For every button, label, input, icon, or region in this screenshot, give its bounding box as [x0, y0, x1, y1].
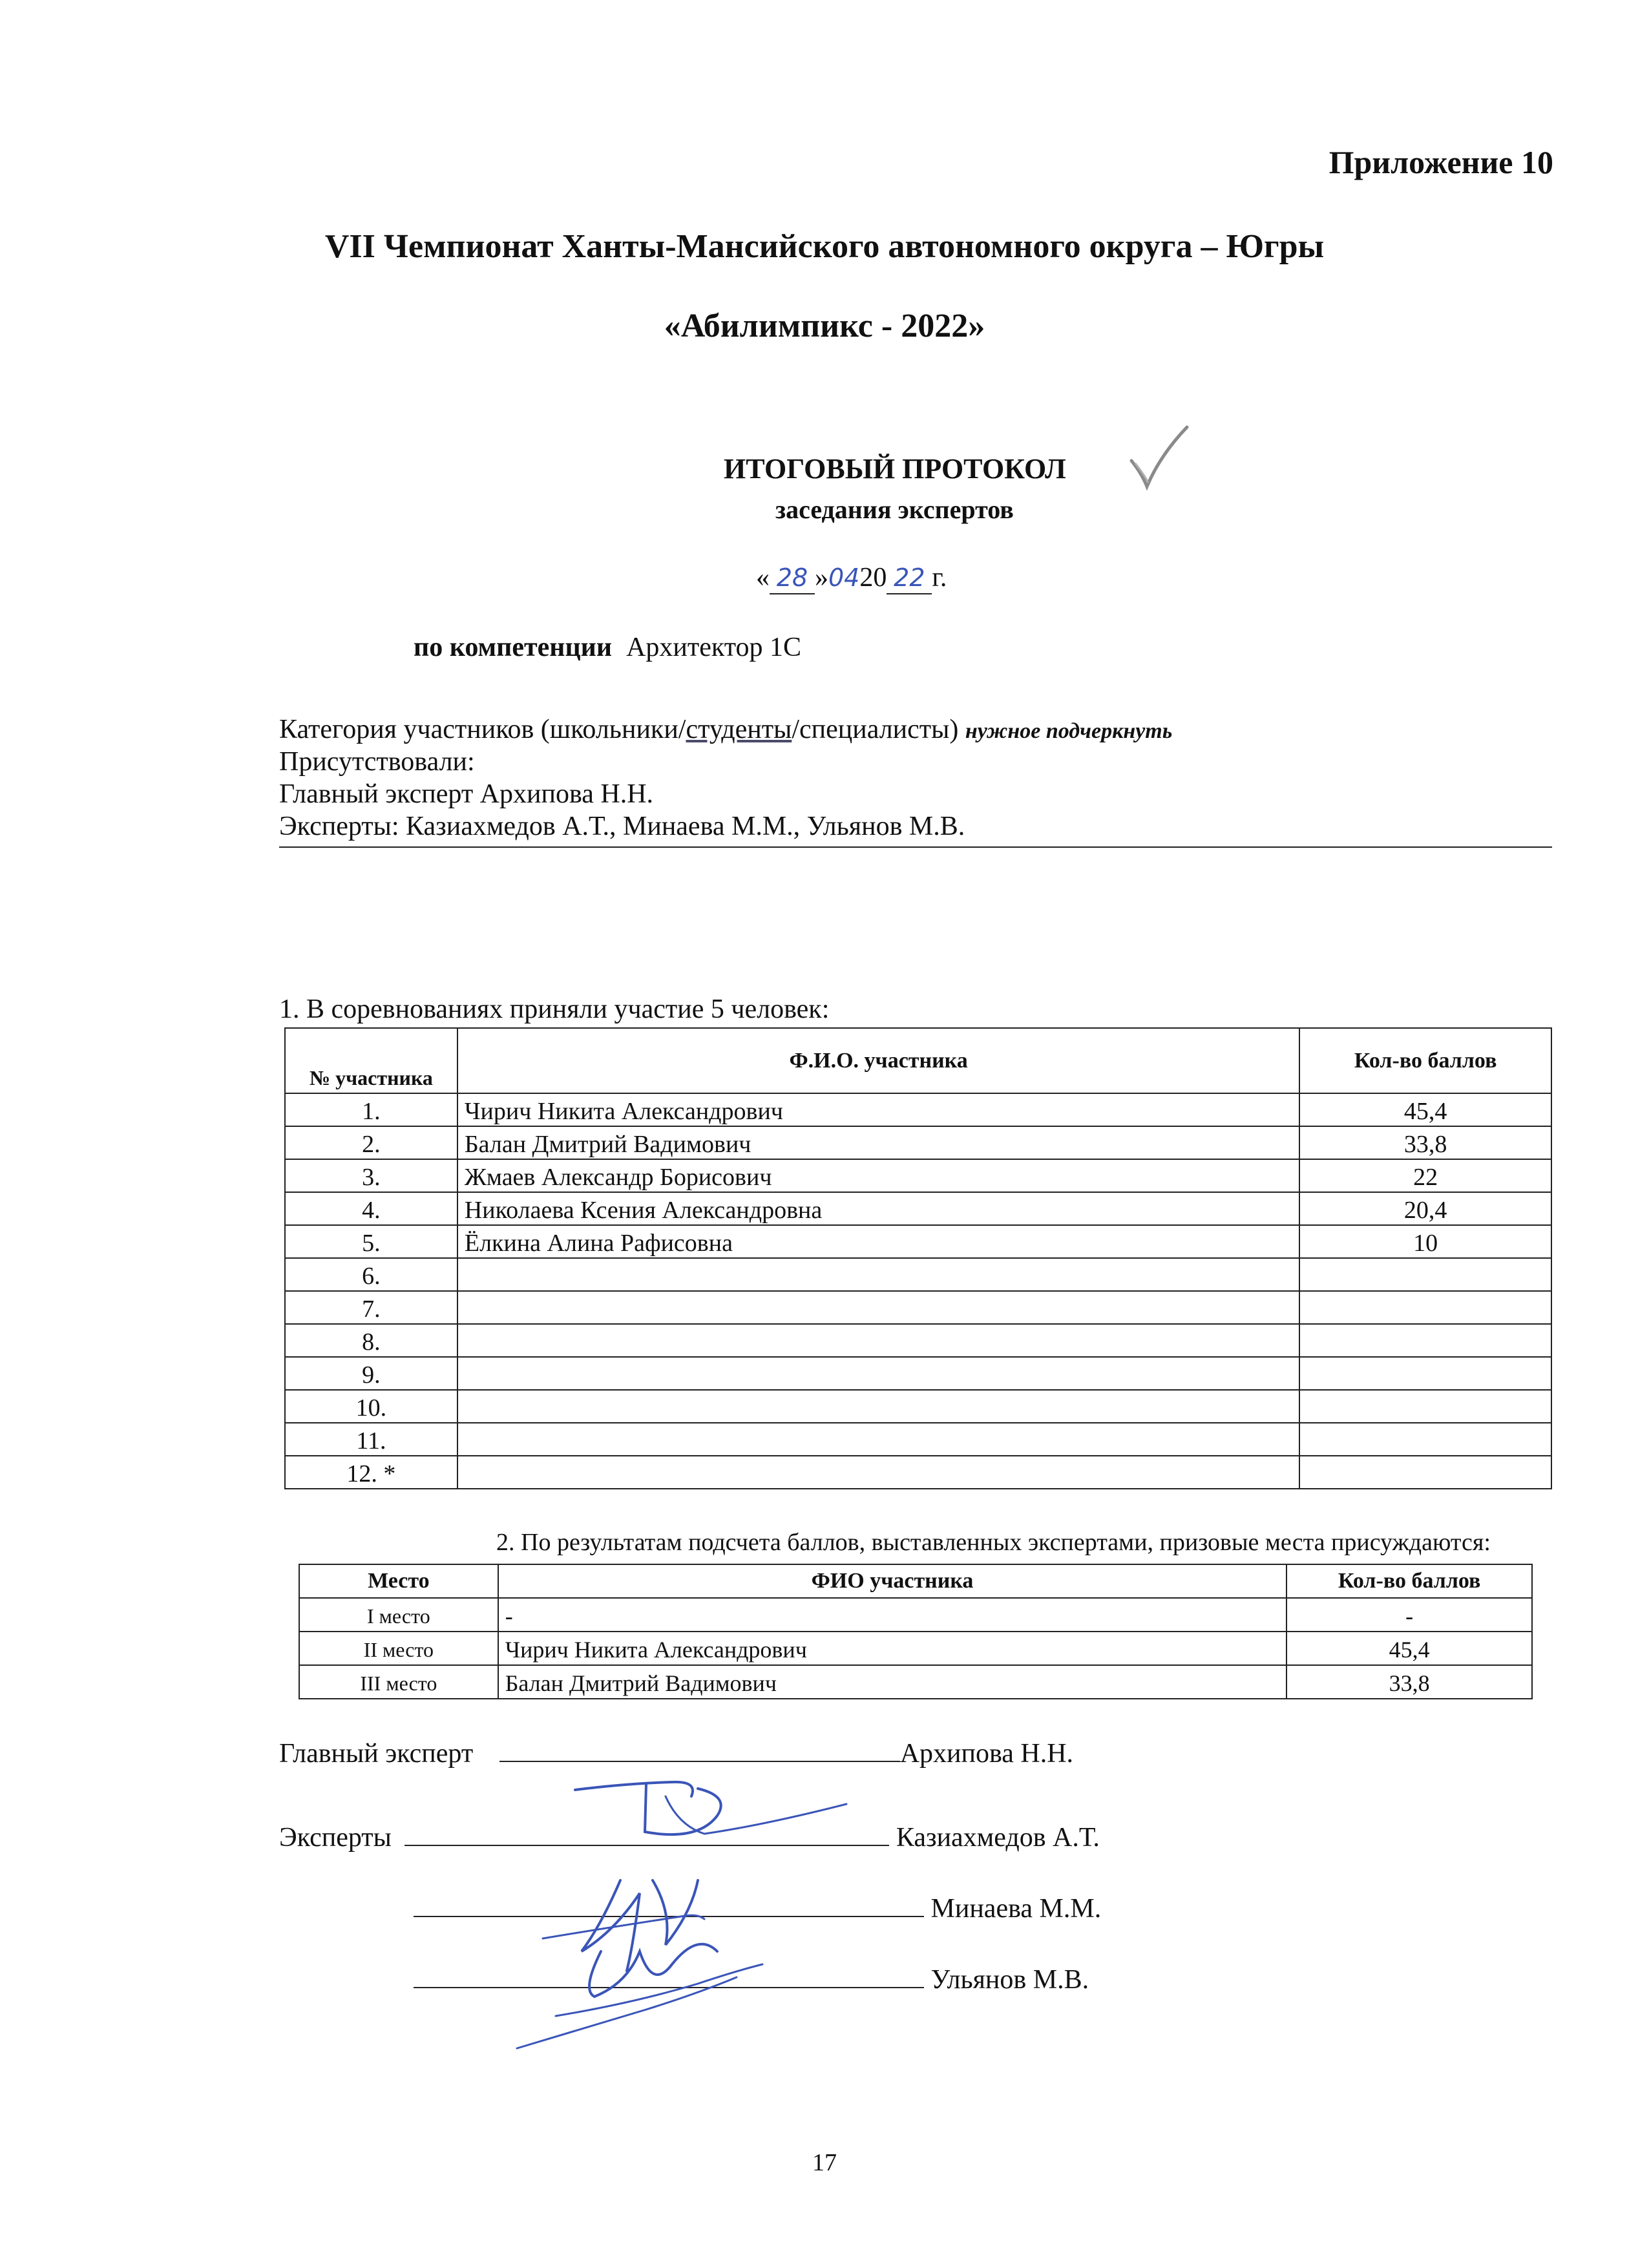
chief-signature-label: Главный эксперт: [279, 1739, 474, 1769]
table-row: [285, 1324, 1551, 1357]
category-note: нужное подчеркнуть: [965, 719, 1173, 743]
winner-place: II место: [299, 1632, 498, 1665]
participant-number: 6.: [285, 1258, 457, 1291]
table-row: [285, 1258, 1551, 1291]
column-header-place: Место: [299, 1564, 498, 1598]
participant-name: Ёлкина Алина Рафисовна: [457, 1225, 1300, 1258]
winners-table: [299, 1564, 1533, 1699]
participant-score: 33,8: [1299, 1126, 1551, 1159]
participant-number: 5.: [285, 1225, 457, 1258]
competency-line: [414, 632, 801, 663]
section1-heading: 1. В соревнованиях приняли участие 5 человек:: [279, 994, 830, 1024]
protocol-subtitle: заседания экспертов: [775, 495, 1014, 524]
expert1-handwritten-signature: [569, 1770, 853, 1867]
participant-number: 4.: [285, 1192, 457, 1225]
page-number: 17: [812, 2149, 837, 2176]
participant-number: 12. *: [285, 1456, 457, 1489]
participant-name: Жмаев Александр Борисович: [457, 1159, 1300, 1192]
participant-score: 45,4: [1299, 1093, 1551, 1126]
winners-table-body: [299, 1598, 1532, 1699]
competency-value: Архитектор 1С: [626, 633, 802, 662]
participant-name: [457, 1324, 1300, 1357]
chief-signature-line: [499, 1735, 900, 1762]
column-header-number: № участника: [285, 1028, 457, 1093]
experts-line: Эксперты: Казиахмедов А.Т., Минаева М.М., Ульянов М.В.: [279, 812, 965, 841]
participant-number: 1.: [285, 1093, 457, 1126]
date-year-suffix: 22: [894, 563, 925, 592]
table-row: [285, 1291, 1551, 1324]
category-selected: студенты: [686, 715, 792, 744]
date-open-quote: «: [756, 563, 770, 593]
protocol-title: [724, 452, 1066, 485]
winner-place: III место: [299, 1665, 498, 1699]
expert3-signature-name: Ульянов М.В.: [930, 1965, 1089, 1995]
table-row: [285, 1423, 1551, 1456]
participant-score: [1299, 1390, 1551, 1423]
table-row: [285, 1390, 1551, 1423]
table-row: [285, 1126, 1551, 1159]
date-year-prefix: 20: [859, 563, 887, 593]
table-row: [299, 1632, 1532, 1665]
experts-handwritten-signature: [504, 1854, 775, 2055]
category-text-after: /специалисты): [792, 715, 959, 744]
winner-name: Балан Дмитрий Вадимович: [498, 1665, 1287, 1699]
winners-table-header: [299, 1564, 1532, 1598]
table-row: [285, 1357, 1551, 1390]
participant-number: 2.: [285, 1126, 457, 1159]
participant-number: 9.: [285, 1357, 457, 1390]
date-month: 04: [828, 563, 860, 592]
participant-number: 10.: [285, 1390, 457, 1423]
table-row: [285, 1093, 1551, 1126]
checkmark-icon: [1128, 423, 1192, 494]
participant-name: [457, 1291, 1300, 1324]
category-line: [279, 714, 1172, 745]
experts-signature-label: Эксперты: [279, 1823, 392, 1853]
date-close-quote: »: [815, 563, 828, 593]
column-header-winner-name: ФИО участника: [498, 1564, 1287, 1598]
column-header-name: Ф.И.О. участника: [457, 1028, 1300, 1093]
table-row: [285, 1456, 1551, 1489]
participant-name: [457, 1390, 1300, 1423]
column-header-score: Кол-во баллов: [1299, 1028, 1551, 1093]
expert1-signature-name: Казиахмедов А.Т.: [896, 1823, 1100, 1853]
table-row: [285, 1159, 1551, 1192]
expert2-signature-name: Минаева М.М.: [930, 1894, 1102, 1924]
date-year-unit: г.: [932, 563, 947, 593]
participant-name: [457, 1456, 1300, 1489]
winner-place: I место: [299, 1598, 498, 1632]
chief-signature-name: Архипова Н.Н.: [899, 1739, 1074, 1769]
date-day: 28: [776, 563, 808, 592]
winner-score: 45,4: [1287, 1632, 1532, 1665]
event-title: VII Чемпионат Ханты-Мансийского автономного округа – Югры: [324, 228, 1325, 265]
competency-label: по компетенции: [414, 633, 613, 662]
column-header-winner-score: Кол-во баллов: [1287, 1564, 1532, 1598]
table-row: [299, 1598, 1532, 1632]
participant-number: 8.: [285, 1324, 457, 1357]
appendix-label: Приложение 10: [1329, 144, 1553, 180]
table-row: [299, 1665, 1532, 1699]
participant-name: [457, 1357, 1300, 1390]
participant-name: Николаева Ксения Александровна: [457, 1192, 1300, 1225]
participant-score: 22: [1299, 1159, 1551, 1192]
divider: [279, 846, 1552, 848]
participants-table: [284, 1027, 1552, 1489]
participant-score: 10: [1299, 1225, 1551, 1258]
participant-number: 3.: [285, 1159, 457, 1192]
section2-heading: 2. По результатам подсчета баллов, выставленных экспертами, призовые места присуждаются:: [496, 1529, 1491, 1556]
winner-name: -: [498, 1598, 1287, 1632]
participant-name: [457, 1423, 1300, 1456]
participant-name: [457, 1258, 1300, 1291]
protocol-date: [756, 562, 947, 594]
participant-name: Чирич Никита Александрович: [457, 1093, 1300, 1126]
participant-score: [1299, 1324, 1551, 1357]
winner-score: 33,8: [1287, 1665, 1532, 1699]
protocol-title-text: ИТОГОВЫЙ ПРОТОКОЛ: [724, 453, 1066, 485]
table-row: [285, 1192, 1551, 1225]
participant-score: [1299, 1456, 1551, 1489]
winner-score: -: [1287, 1598, 1532, 1632]
chief-expert-line: Главный эксперт Архипова Н.Н.: [279, 779, 654, 809]
date-day-field: [770, 562, 815, 594]
date-year-field: [887, 562, 932, 594]
participant-score: [1299, 1291, 1551, 1324]
table-row: [285, 1225, 1551, 1258]
participant-score: [1299, 1258, 1551, 1291]
participants-table-body: [285, 1093, 1551, 1489]
participants-table-header: [285, 1028, 1551, 1093]
participant-number: 11.: [285, 1423, 457, 1456]
participant-number: 7.: [285, 1291, 457, 1324]
category-text-before: Категория участников (школьники/: [279, 715, 686, 744]
participant-score: [1299, 1357, 1551, 1390]
participant-name: Балан Дмитрий Вадимович: [457, 1126, 1300, 1159]
chief-signature-row: [279, 1735, 1073, 1769]
event-subtitle: «Абилимпикс - 2022»: [664, 308, 985, 344]
present-label: Присутствовали:: [279, 747, 475, 777]
participant-score: 20,4: [1299, 1192, 1551, 1225]
winner-name: Чирич Никита Александрович: [498, 1632, 1287, 1665]
participant-score: [1299, 1423, 1551, 1456]
